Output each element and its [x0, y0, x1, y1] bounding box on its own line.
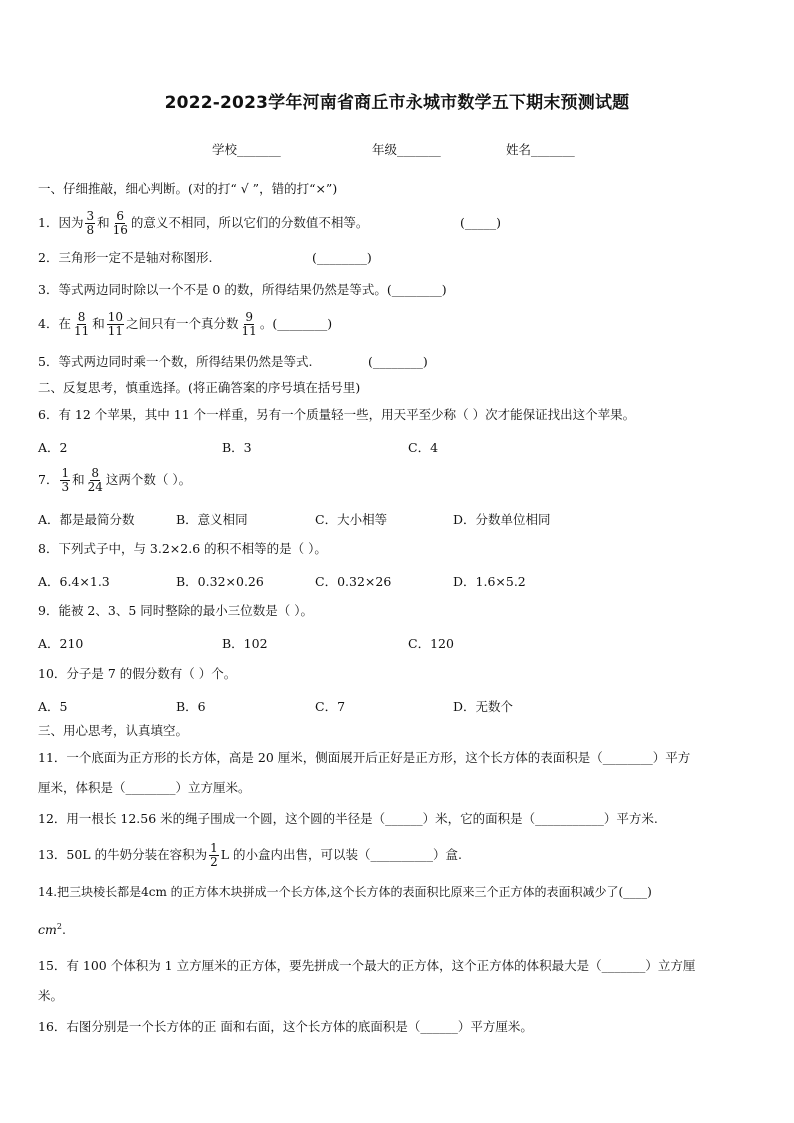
question-1: 1．因为 $\frac{3}{8}$ 和 $\frac{6}{16}$ 的意义不相同，所以它们的分数值不相等。 (_____) [38, 209, 502, 237]
option-d[interactable]: D．1.6×5.2 [453, 574, 526, 589]
school-field[interactable]: 学校_______ [212, 142, 281, 157]
page-title: 2022-2023学年河南省商丘市永城市数学五下期末预测试题 [164, 93, 630, 113]
question-14: 14.把三块棱长都是4cm 的正方体木块拼成一个长方体,这个长方体的表面积比原来三个正方体的表面积减少了(____) [38, 885, 652, 899]
question-8: 8．下列式子中，与 3.2×2.6 的积不相等的是（ ）。 [38, 541, 327, 556]
question-9: 9．能被 2、3、5 同时整除的最小三位数是（ ）。 [38, 603, 313, 618]
question-3: 3．等式两边同时除以一个不是 0 的数，所得结果仍然是等式。(________) [38, 282, 447, 297]
option-c[interactable]: C．120 [408, 636, 454, 651]
question-16: 16．右图分别是一个长方体的正 面和右面，这个长方体的底面积是（______）平方厘米。 [38, 1019, 533, 1034]
question-11: 11．一个底面为正方形的长方体，高是 20 厘米，侧面展开后正好是正方形，这个长方体的表面积是（________）平方 [38, 750, 691, 765]
question-13: 13．50L 的牛奶分装在容积为 $\frac{1}{2}$ L 的小盒内出售，可以装（__________）盒. [38, 841, 462, 869]
name-field[interactable]: 姓名_______ [506, 142, 575, 157]
option-c[interactable]: C．7 [315, 699, 346, 714]
question-10: 10．分子是 7 的假分数有（ ）个。 [38, 666, 237, 681]
question-4: 4．在 $\frac{8}{11}$ 和 $\frac{10}{11}$ 之间只有一个真分数 $\frac{9}{11}$ 。(________) [38, 310, 333, 338]
answer-blank[interactable]: (________) [368, 354, 428, 369]
question-7: 7． $\frac{1}{3}$ 和 $\frac{8}{24}$ 这两个数（ ）。 [38, 466, 192, 494]
section3-heading: 三、用心思考，认真填空。 [38, 723, 189, 738]
question-15-cont: 米。 [38, 988, 64, 1003]
question-14-cont: $cm^2$. [38, 922, 66, 938]
option-c[interactable]: C．4 [408, 440, 439, 455]
option-b[interactable]: B．3 [222, 440, 252, 455]
question-6: 6．有 12 个苹果，其中 11 个一样重，另有一个质量轻一些，用天平至少称（ ）次才能保证找出这个苹果。 [38, 407, 636, 422]
question-11-cont: 厘米，体积是（________）立方厘米。 [38, 780, 251, 795]
option-b[interactable]: B．意义相同 [176, 512, 248, 527]
option-d[interactable]: D．无数个 [453, 699, 514, 714]
answer-blank[interactable]: (________) [312, 250, 372, 265]
question-15: 15．有 100 个体积为 1 立方厘米的正方体，要先拼成一个最大的正方体，这个正方体的体积最大是（_______）立方厘 [38, 958, 696, 973]
question-2: 2．三角形一定不是轴对称图形. (________) [38, 250, 372, 265]
option-a[interactable]: A．2 [38, 440, 68, 455]
option-b[interactable]: B．102 [222, 636, 268, 651]
question-12: 12．用一根长 12.56 米的绳子围成一个圆，这个圆的半径是（______）米，它的面积是（___________）平方米. [38, 811, 658, 826]
section2-heading: 二、反复思考，慎重选择。(将正确答案的序号填在括号里) [38, 380, 361, 395]
option-a[interactable]: A．6.4×1.3 [38, 574, 110, 589]
question-5: 5．等式两边同时乘一个数，所得结果仍然是等式. (________) [38, 354, 428, 369]
option-a[interactable]: A．210 [38, 636, 84, 651]
grade-field[interactable]: 年级_______ [372, 142, 441, 157]
option-c[interactable]: C．大小相等 [315, 512, 388, 527]
option-a[interactable]: A．都是最简分数 [38, 512, 135, 527]
section1-heading: 一、仔细推敲，细心判断。(对的打“ √ ”，错的打“×”) [38, 181, 338, 196]
option-d[interactable]: D．分数单位相同 [453, 512, 551, 527]
option-c[interactable]: C．0.32×26 [315, 574, 392, 589]
answer-blank[interactable]: (_____) [460, 215, 502, 230]
option-a[interactable]: A．5 [38, 699, 68, 714]
option-b[interactable]: B．0.32×0.26 [176, 574, 264, 589]
option-b[interactable]: B．6 [176, 699, 206, 714]
